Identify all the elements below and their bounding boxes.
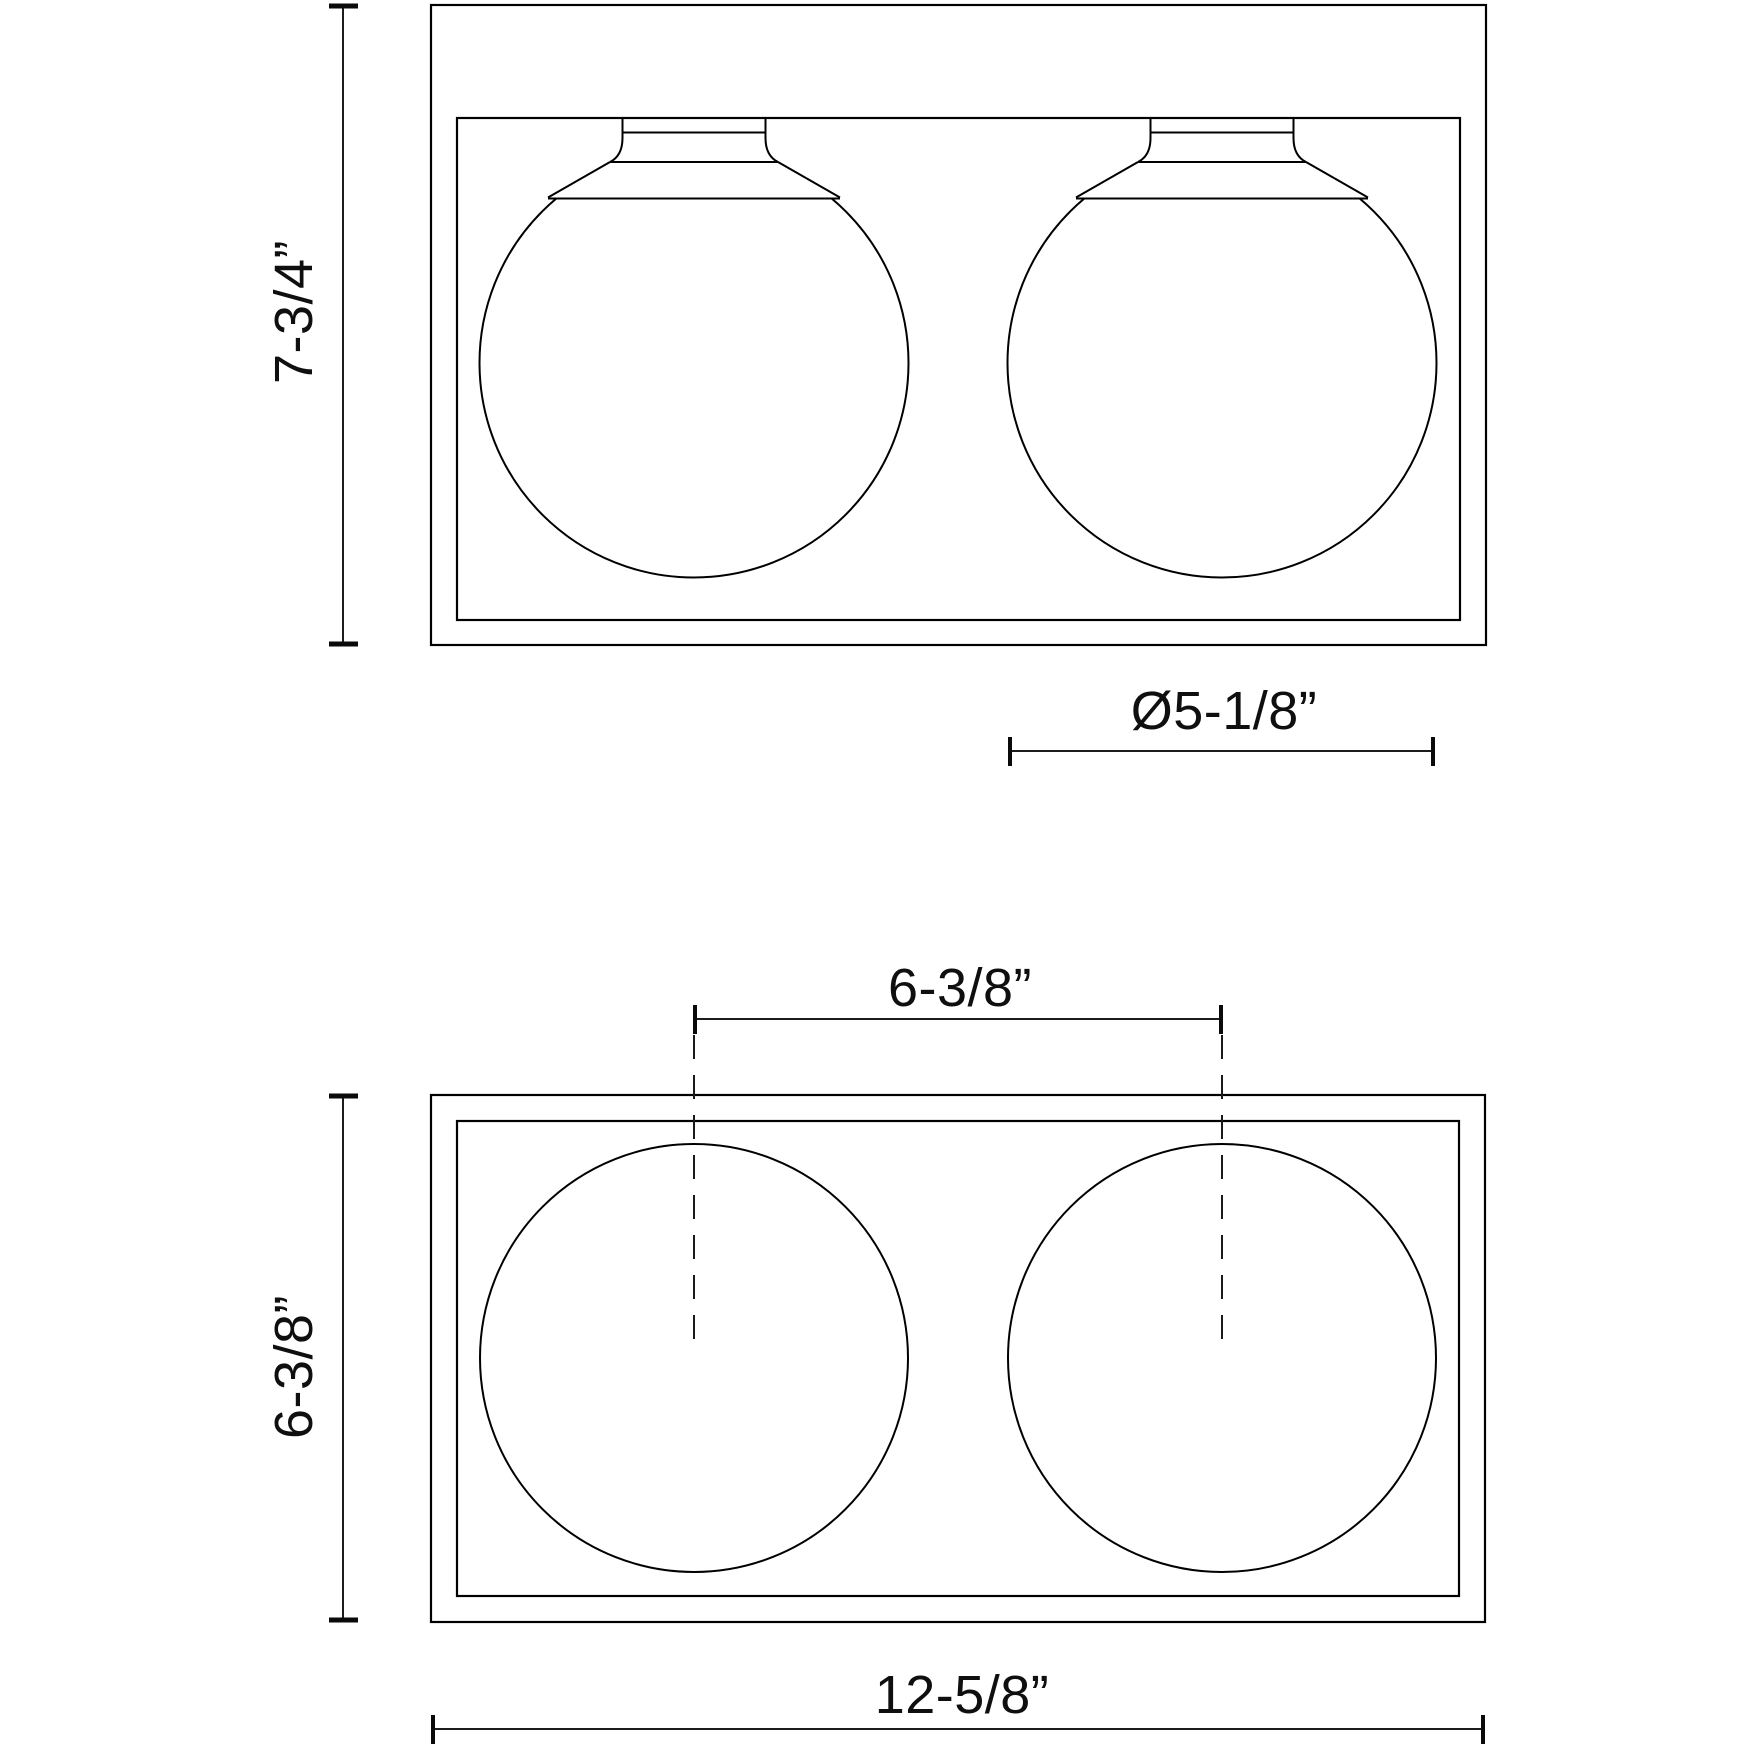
- lamp-cone-sides: [1076, 162, 1368, 198]
- globe-circle: [480, 149, 909, 578]
- front-backplate: [457, 118, 1460, 620]
- front-lamp-left: [480, 119, 909, 578]
- front-view: [264, 5, 1486, 766]
- lamp-neck: [623, 119, 766, 138]
- plan-view: [264, 958, 1485, 1744]
- dim-front-height-label: 7-3/4”: [264, 239, 324, 385]
- front-lamp-right: [1008, 119, 1437, 578]
- dim-plan-depth: [264, 1096, 358, 1620]
- dim-plan-spacing: [695, 958, 1221, 1034]
- lamp-shoulder-curves: [1138, 138, 1306, 162]
- dim-plan-width-label: 12-5/8”: [874, 1665, 1050, 1725]
- plan-backplate: [457, 1121, 1459, 1596]
- lamp-cone-sides: [548, 162, 840, 198]
- dim-front-height: [264, 6, 358, 644]
- dim-plan-depth-label: 6-3/8”: [264, 1294, 324, 1440]
- dim-front-diameter-label: Ø5-1/8”: [1130, 681, 1318, 741]
- dim-plan-width: [433, 1665, 1483, 1744]
- globe-circle: [1008, 149, 1437, 578]
- dim-plan-spacing-label: 6-3/8”: [887, 958, 1033, 1018]
- dim-front-diameter: [1010, 681, 1433, 766]
- lamp-neck: [1151, 119, 1294, 138]
- plan-outer-frame: [431, 1095, 1485, 1622]
- lamp-shoulder-curves: [610, 138, 778, 162]
